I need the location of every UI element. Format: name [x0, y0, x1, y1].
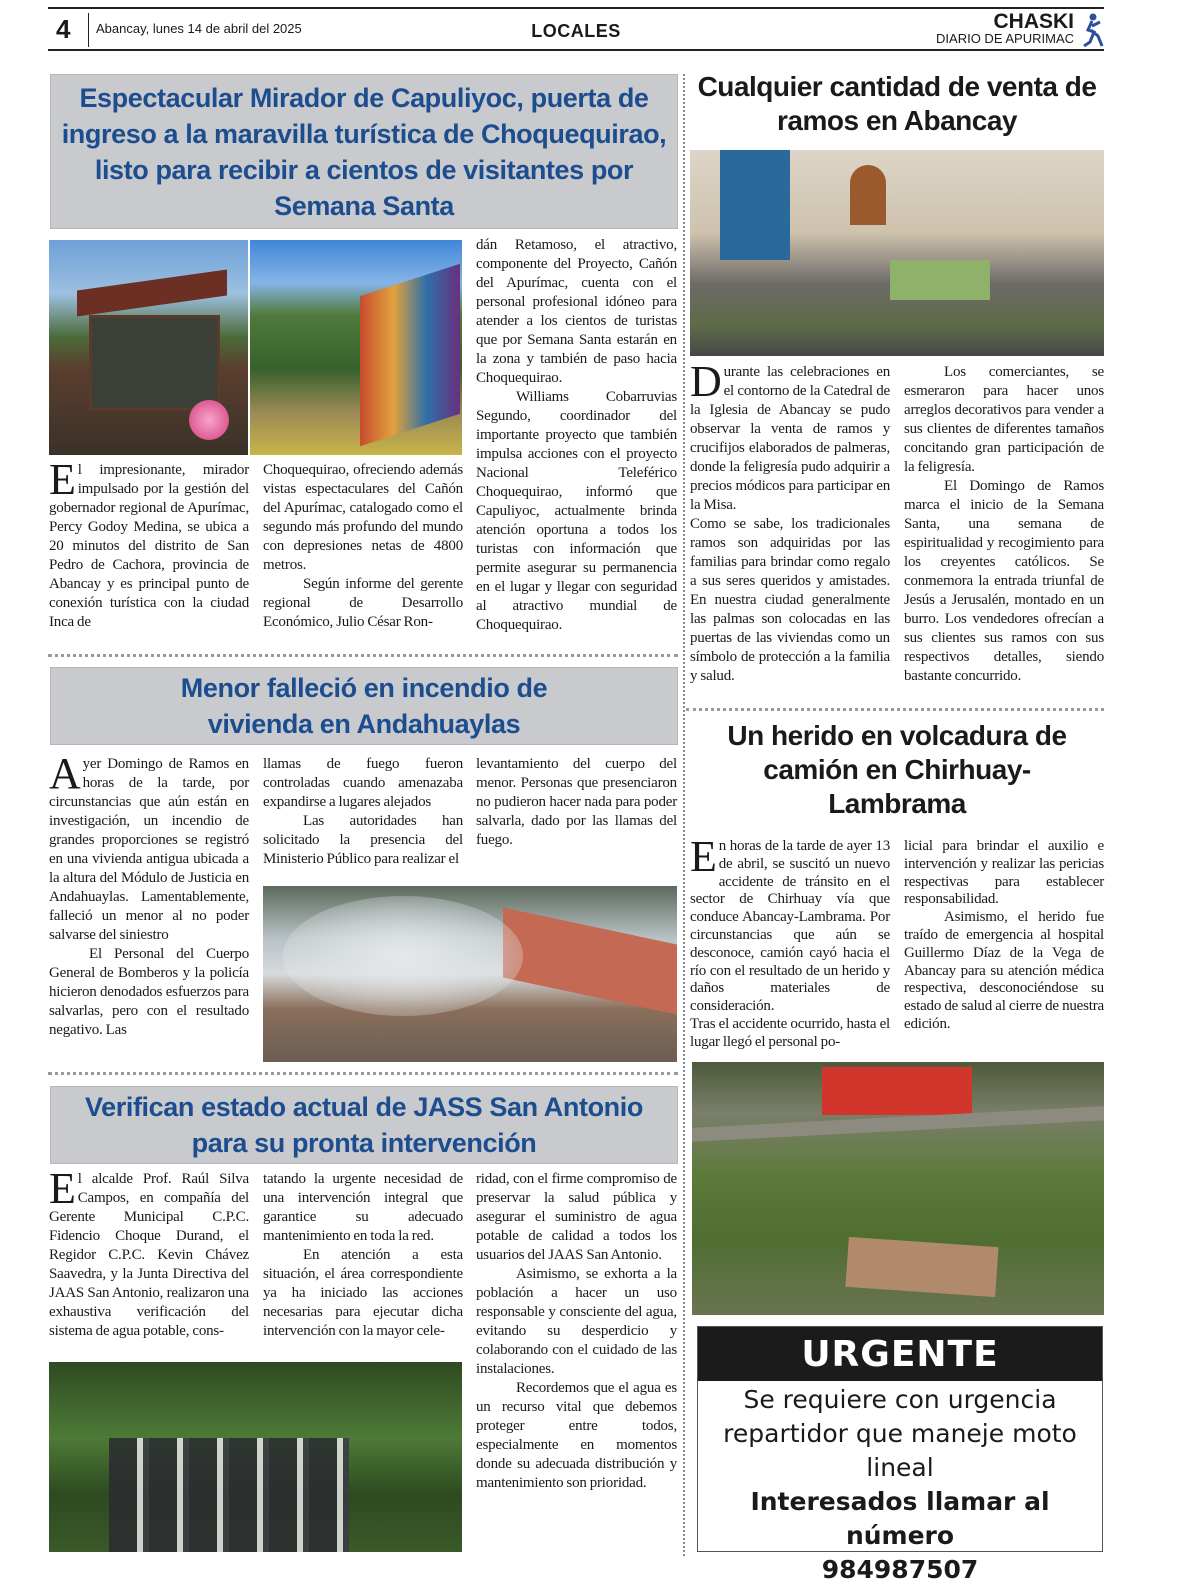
article-capuliyoc-col-3 [476, 236, 677, 635]
paragraph: Durante las celebraciones en el contorno de la Catedral de la Iglesia de Abancay se pudo observar la venta de ramos y crucifijos elaborados de palmeras, donde la feligresía pudo adquirir a precios módicos para participar en la Misa. [690, 357, 890, 513]
headline-ramos: Cualquier cantidad de venta de ramos en Abancay [697, 71, 1097, 136]
article-incendio-col-3 [476, 755, 677, 850]
fallen-truck [845, 1237, 998, 1297]
paragraph: licial para brindar el auxilio e intervención y realizar las pericias respectivas para establecer responsabilidad. [904, 838, 1104, 908]
article-incendio-col-1 [49, 749, 249, 1040]
headline-volcadura: Un herido en volcadura de camión en Chirhuay-Lambrama [727, 720, 1067, 819]
headline-text: Verifican estado actual de JASS San Antonio para su pronta intervención [85, 1092, 643, 1158]
paragraph: En atención a esta situación, el área correspondiente ya ha iniciado las acciones necesarias para ejecutar dicha intervención con la mayor cele- [263, 1247, 463, 1339]
paragraph: dán Retamoso, el atractivo, componente del Proyecto, Cañón del Apurímac, cuenta con el personal profesional idóneo para atender a los cientos de turistas que por Semana Santa estarán en la zona y también de paso hacia Choquequirao. [476, 237, 677, 386]
group-of-people [109, 1438, 349, 1552]
section-separator [48, 1072, 678, 1075]
smoke [283, 896, 523, 1016]
headline-incendio [50, 667, 678, 745]
urgent-classified-ad [697, 1326, 1103, 1584]
paragraph: El Domingo de Ramos marca el inicio de la Semana Santa, una semana de espiritualidad y recogimiento para los creyentes católicos. Se conmemora la entrada triunfal de Jesús a Jerusalén, montado en un burro. Los vendedores ofrecían a sus clientes sus ramos con sus respectivos detalles, siendo bastante concurrido. [904, 478, 1104, 684]
paragraph: llamas de fuego fueron controladas cuando amenazaba expandirse a lugares alejados [263, 756, 463, 810]
photo-mirador-sign [49, 240, 248, 455]
photo-overturned-truck [692, 1062, 1104, 1315]
section-separator [686, 708, 1104, 711]
masthead-brand [936, 11, 1074, 45]
paragraph: Recordemos que el agua es un recurso vital que debemos proteger entre todos, especialmente en momentos donde su adecuada distribución y mantenimiento son prioridad. [476, 1380, 677, 1491]
church-door [850, 165, 886, 225]
section-separator [48, 654, 678, 657]
sign-board [89, 315, 220, 411]
paragraph: Ayer Domingo de Ramos en horas de la tarde, por circunstancias que aún están en investigación, un incendio de grandes proporciones se registró en una vivienda antigua ubicada a la altura del Módulo de Justicia en Andahuaylas. Lamentablemente, falleció un menor al no poder salvarse del siniestro [49, 749, 249, 943]
palm-bundles [890, 260, 990, 300]
paragraph: El Personal del Cuerpo General de Bomberos y la policía hicieron denodados esfuerzos para salvarlas, pero con el resultado negativo. Las [49, 946, 249, 1038]
info-banner [720, 150, 790, 260]
article-jass-col-3 [476, 1170, 677, 1493]
article-capuliyoc-col-1 [49, 455, 249, 632]
paragraph: Las autoridades han solicitado la presencia del Ministerio Público para realizar el [263, 813, 463, 867]
article-jass-col-2 [263, 1170, 463, 1341]
paragraph: tatando la urgente necesidad de una intervención integral que garantice su adecuado mantenimiento en toda la red. [263, 1171, 463, 1244]
header-top-rule [48, 7, 1104, 9]
balloons [189, 400, 229, 440]
headline-text: Menor falleció en incendio de vivienda en Andahuaylas [180, 673, 548, 739]
paragraph: Choquequirao, ofreciendo además vistas espectaculares del Cañón del Apurímac, catalogado como el segundo más profundo del mundo con depresiones netas de 4800 metros. [263, 462, 463, 573]
article-jass-col-1 [49, 1164, 249, 1341]
section-name: LOCALES [531, 21, 621, 41]
classified-cta: Interesados llamar al número [750, 1487, 1050, 1550]
page-number: 4 [56, 14, 71, 44]
edition-date: Abancay, lunes 14 de abril del 2025 [96, 21, 302, 36]
article-capuliyoc-col-2 [263, 461, 463, 632]
paragraph: Como se sabe, los tradicionales ramos son adquiridas por las familias para brindar como regalo a sus seres queridos y amistades. En nuestra ciudad generalmente las palmas son colocadas en las puertas de las viviendas como un símbolo de protección a la familia y salud. [690, 516, 890, 684]
classified-title: URGENTE [698, 1327, 1102, 1381]
apurimac-mural [360, 264, 460, 446]
paragraph: Los comerciantes, se esmeraron para hacer unos arreglos decorativos para vender a sus clientes de diferentes tamaños concitando gran participación de la feligresía. [904, 364, 1104, 475]
photo-mural-stairs [250, 240, 462, 455]
article-ramos-col-1 [690, 357, 890, 686]
article-volcadura-col-2 [904, 838, 1104, 1034]
chaski-runner-logo-icon [1080, 12, 1104, 48]
headline-capuliyoc: Espectacular Mirador de Capuliyoc, puerta de ingreso a la maravilla turística de Choquequirao, listo para recibir a cientos de visitantes por Semana Santa [50, 74, 678, 229]
brand-name: CHASKI [993, 10, 1074, 33]
paragraph: Tras el accidente ocurrido, hasta el lugar llegó el personal po- [690, 1015, 890, 1050]
paragraph: Asimismo, se exhorta a la población a hacer un uso responsable y consciente del agua, evitando su desperdicio y colaborando con el cuidado de las instalaciones. [476, 1266, 677, 1377]
photo-officials-group [49, 1362, 462, 1552]
paragraph: El alcalde Prof. Raúl Silva Campos, en compañía del Gerente Municipal C.P.C. Fidencio Choque Durand, el Regidor C.P.C. Kevin Chávez Saavedra, y la Junta Directiva del JAAS San Antonio, realizaron una exhaustiva verificación del sistema de agua potable, cons- [49, 1164, 249, 1339]
classified-text: Se requiere con urgencia repartidor que maneje moto lineal [723, 1385, 1077, 1482]
paragraph: levantamiento del cuerpo del menor. Personas que presenciaron no pudieron hacer nada para poder salvarla, dado por las llamas del fuego. [476, 756, 677, 848]
header-divider [88, 13, 89, 47]
red-truck [822, 1067, 972, 1115]
headline-jass [50, 1086, 678, 1164]
article-ramos-col-2 [904, 363, 1104, 686]
sign-roof [77, 269, 227, 316]
article-volcadura-col-1 [690, 832, 890, 1052]
classified-phone: 984987507 [821, 1555, 979, 1584]
classified-body [698, 1383, 1102, 1587]
paragraph: Williams Cobarruvias Segundo, coordinador del importante proyecto que también impulsa acciones con el proyecto Nacional Teleférico Choquequirao, informó que Capuliyoc, actualmente brinda atención oportuna a todos los turistas con información que permite asegurar su permanencia en el lugar y llegar con seguridad al atractivo mundial de Choquequirao. [476, 389, 677, 633]
burning-roof [503, 908, 677, 1015]
photo-house-fire [263, 886, 677, 1062]
paragraph: Según informe del gerente regional de Desarrollo Económico, Julio César Ron- [263, 576, 463, 630]
column-divider [683, 74, 685, 1556]
brand-tagline: DIARIO DE APURIMAC [936, 31, 1074, 46]
paragraph: El impresionante, mirador impulsado por la gestión del gobernador regional de Apurímac, Percy Godoy Medina, se ubica a 20 minutos del distrito de San Pedro de Cachora, provincia de Abancay y es principal punto de conexión turística con la ciudad Inca de [49, 455, 249, 630]
header-bottom-rule [48, 49, 1104, 51]
paragraph: En horas de la tarde de ayer 13 de abril, se suscitó un nuevo accidente de tránsito en el sector de Chirhuay vía que conduce Abancay-Lambrama. Por circunstancias que aún se desconoce, camión cayó hacia el río con el resultado de un herido y daños materiales de consideración. [690, 832, 890, 1015]
paragraph: ridad, con el firme compromiso de preservar la salud pública y asegurar el suministro de agua potable de calidad a todos los usuarios del JAAS San Antonio. [476, 1171, 677, 1263]
photo-palm-vendors [690, 150, 1104, 356]
paragraph: Asimismo, el herido fue traído de emergencia al hospital Guillermo Díaz de la Vega de Abancay para su atención médica respectiva, desconociéndose su estado de salud al cierre de nuestra edición. [904, 909, 1104, 1032]
article-incendio-col-2 [263, 755, 463, 869]
